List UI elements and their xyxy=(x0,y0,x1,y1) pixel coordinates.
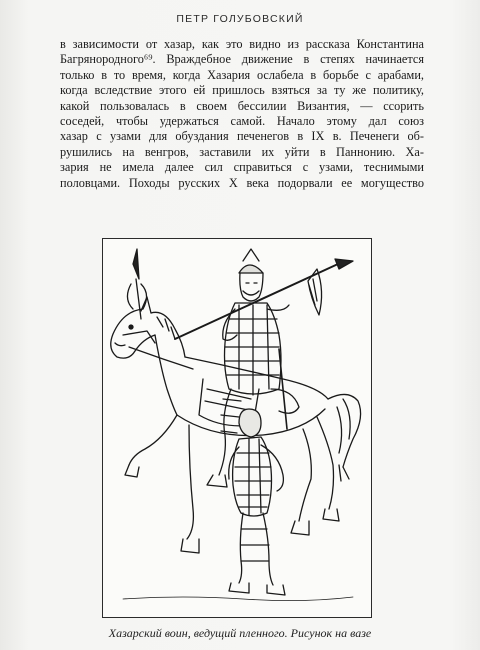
figure-illustration xyxy=(102,238,372,618)
text-line: когда вследствие этого ей пришлось взяться за ту же политику, xyxy=(60,83,424,98)
body-text xyxy=(60,37,424,191)
text-line: зария не имела далее сил справиться с узами, теснимыми xyxy=(60,160,424,175)
text-line: в зависимости от хазар, как это видно из рассказа Константина xyxy=(60,37,424,51)
text-line: рушились на венгров, заставили их уйти в Паннонию. Ха- xyxy=(60,144,424,159)
text-line: половцами. Походы русских X века подорвали ее могущество xyxy=(60,175,424,190)
warrior-horse-drawing xyxy=(103,239,370,616)
running-head: ПЕТР ГОЛУБОВСКИЙ xyxy=(176,13,304,25)
text-line: какой пользовалась в своем бессилии Византия, — ссорить xyxy=(60,98,424,113)
text-line: только в то время, когда Хазария ослабела в борьбе с арабами, xyxy=(60,67,424,82)
text-line: хазар с узами для обуздания печенегов в IX в. Печенеги об- xyxy=(60,129,424,144)
text-line: Багрянородного⁶⁹. Враждебное движение в степях начинается xyxy=(60,52,424,67)
text-line: соседей, чтобы удержаться самой. Начало этому дал союз xyxy=(60,114,424,129)
figure-caption: Хазарский воин, ведущий пленного. Рисунок на вазе xyxy=(108,626,372,640)
